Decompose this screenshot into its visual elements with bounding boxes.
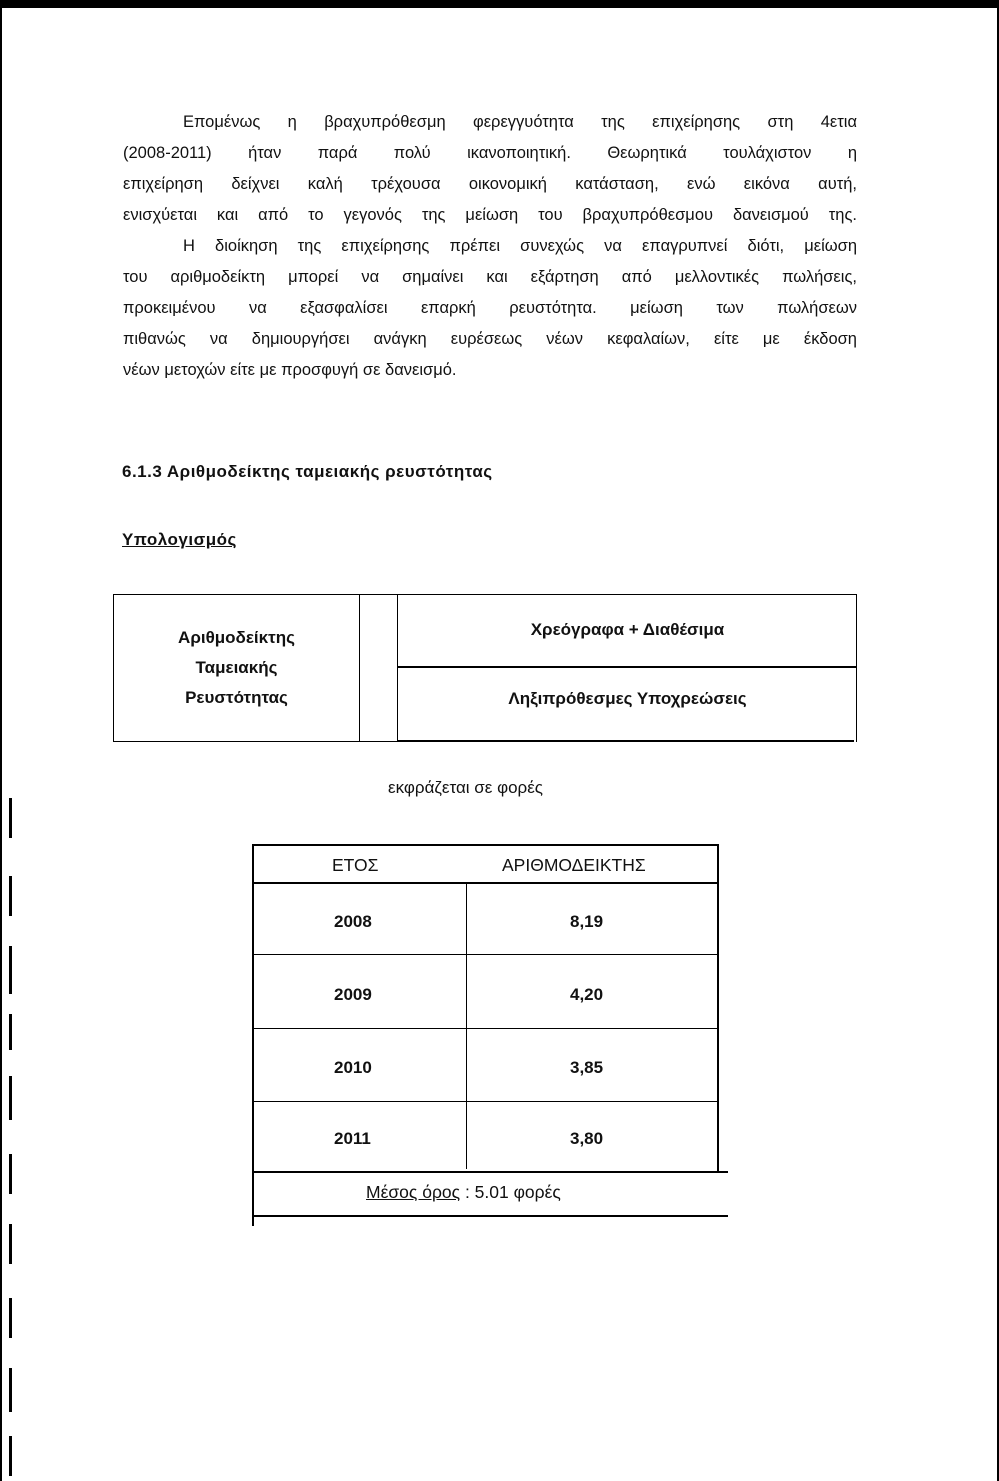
scan-edge-mark — [9, 946, 12, 994]
section-subheading: Υπολογισμός — [122, 530, 237, 549]
paragraph-line: ενισχύεται και από το γεγονός της μείωση του βραχυπρόθεσμου δανεισμού της. — [123, 206, 857, 224]
table-row-year: 2009 — [334, 985, 372, 1004]
scan-edge-mark — [9, 1076, 12, 1120]
ratio-name — [178, 623, 295, 713]
table-row-year: 2008 — [334, 912, 372, 931]
paragraph-line: πιθανώς να δημιουργήσει ανάγκη ευρέσεως νέων κεφαλαίων, είτε με έκδοση — [123, 330, 857, 348]
table-row-rule — [252, 1028, 719, 1029]
document-page — [2, 8, 997, 1481]
table-border-right — [717, 844, 719, 1172]
scan-edge-mark — [9, 1154, 12, 1194]
scan-edge-mark — [9, 1014, 12, 1050]
table-row-ratio: 3,80 — [570, 1129, 604, 1148]
table-column-divider — [466, 884, 467, 1169]
unit-caption: εκφράζεται σε φορές — [388, 778, 543, 797]
formula-denominator: Ληξιπρόθεσμες Υποχρεώσεις — [508, 689, 747, 708]
scan-edge-mark — [9, 876, 12, 916]
table-row-ratio: 8,19 — [570, 912, 604, 931]
header-ratio: ΑΡΙΘΜΟΔΕΙΚΤΗΣ — [502, 855, 646, 875]
formula-separator — [360, 594, 398, 742]
average-label: Μέσος όρος — [366, 1182, 461, 1202]
scan-edge-mark — [9, 1298, 12, 1338]
scan-edge-mark — [9, 1368, 12, 1412]
table-row-rule — [252, 954, 719, 955]
scan-edge-mark — [9, 1436, 12, 1476]
average-value: : 5.01 φορές — [464, 1182, 561, 1202]
header-year: ΕΤΟΣ — [332, 855, 379, 875]
ratio-name-line: Αριθμοδείκτης — [178, 628, 295, 647]
paragraph-line: Η διοίκηση της επιχείρησης πρέπει συνεχώς να επαγρυπνεί διότι, μείωση — [183, 237, 857, 255]
ratio-name-line: Ρευστότητας — [185, 688, 288, 707]
paragraph-line: προκειμένου να εξασφαλίσει επαρκή ρευστότητα. μείωση των πωλήσεων — [123, 299, 857, 317]
table-row-rule — [252, 1101, 719, 1102]
formula-numerator: Χρεόγραφα + Διαθέσιμα — [530, 620, 725, 639]
ratio-name-cell — [113, 594, 360, 742]
table-row-ratio: 3,85 — [570, 1058, 604, 1077]
ratio-name-line: Ταμειακής — [195, 658, 278, 677]
paragraph-line: (2008-2011) ήταν παρά πολύ ικανοποιητική. Θεωρητικά τουλάχιστον η — [123, 144, 857, 162]
paragraph-line: νέων μετοχών είτε με προσφυγή σε δανεισμό. — [123, 361, 457, 379]
table-border-top — [252, 844, 719, 846]
scan-edge-mark — [9, 1224, 12, 1264]
scan-edge-mark — [9, 798, 12, 838]
paragraph-line: του αριθμοδείκτη μπορεί να σημαίνει και εξάρτηση από μελλοντικές πωλήσεις, — [123, 268, 857, 286]
table-border-bottom — [252, 1215, 728, 1217]
table-row-year: 2011 — [334, 1129, 371, 1148]
body-paragraph — [123, 107, 857, 386]
table-row-year: 2010 — [334, 1058, 372, 1077]
paragraph-line: επιχείρηση δείχνει καλή τρέχουσα οικονομική κατάσταση, ενώ εικόνα αυτή, — [123, 175, 857, 193]
fraction-frame — [398, 594, 857, 742]
fraction-bottom-rule — [398, 740, 854, 742]
fraction-bar — [398, 666, 857, 668]
paragraph-line: Επομένως η βραχυπρόθεσμη φερεγγυότητα της επιχείρησης στη 4ετια — [183, 113, 857, 131]
table-row-rule — [252, 1171, 728, 1173]
section-heading: 6.1.3 Αριθμοδείκτης ταμειακής ρευστότητας — [122, 462, 493, 481]
ratio-table — [252, 844, 728, 1228]
table-border-left — [252, 844, 254, 1226]
table-row-ratio: 4,20 — [570, 985, 604, 1004]
average-row — [366, 1182, 561, 1203]
formula-box — [113, 594, 857, 742]
table-header-rule — [252, 882, 719, 884]
